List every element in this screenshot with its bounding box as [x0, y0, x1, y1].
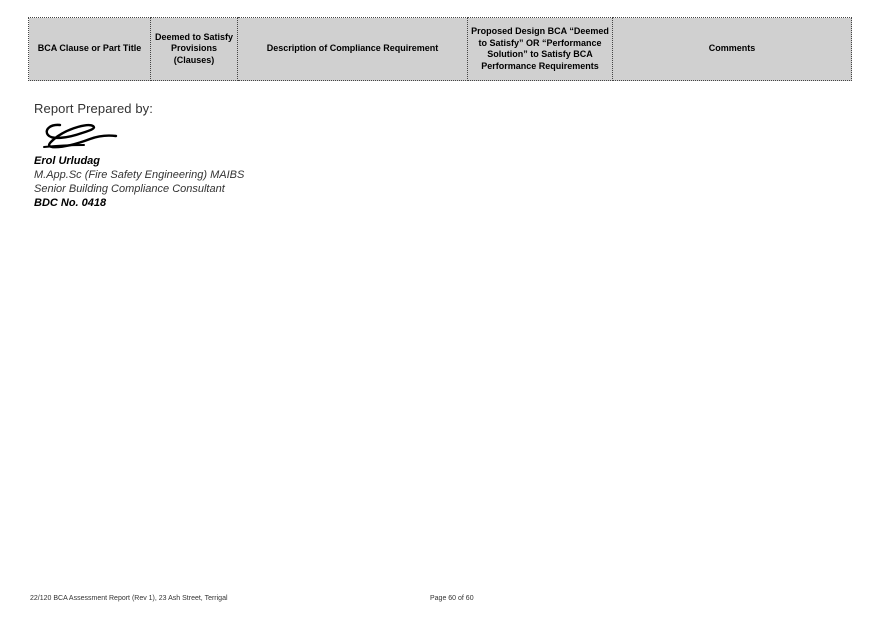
report-prepared-block: [34, 101, 244, 210]
consultant-qualification: M.App.Sc (Fire Safety Engineering) MAIBS: [34, 169, 245, 181]
consultant-position: Senior Building Compliance Consultant: [34, 183, 225, 195]
header-deemed-to-satisfy: Deemed to Satisfy Provisions (Clauses): [151, 18, 238, 81]
compliance-table-header: [28, 17, 852, 81]
prepared-by-label: Report Prepared by:: [34, 101, 153, 116]
header-bca-clause: BCA Clause or Part Title: [29, 18, 151, 81]
registration-number: BDC No. 0418: [34, 197, 107, 209]
header-comments: Comments: [613, 18, 852, 81]
header-proposed-design: Proposed Design BCA “Deemed to Satisfy” OR “Performance Solution” to Satisfy BCA Performance Requirements: [468, 18, 613, 81]
signature-image: [38, 120, 118, 154]
footer-report-title: 22/120 BCA Assessment Report (Rev 1), 23 Ash Street, Terrigal: [30, 595, 228, 602]
consultant-name: Erol Urludag: [34, 155, 101, 167]
header-description: Description of Compliance Requirement: [238, 18, 468, 81]
footer-page-number: Page 60 of 60: [430, 595, 474, 602]
